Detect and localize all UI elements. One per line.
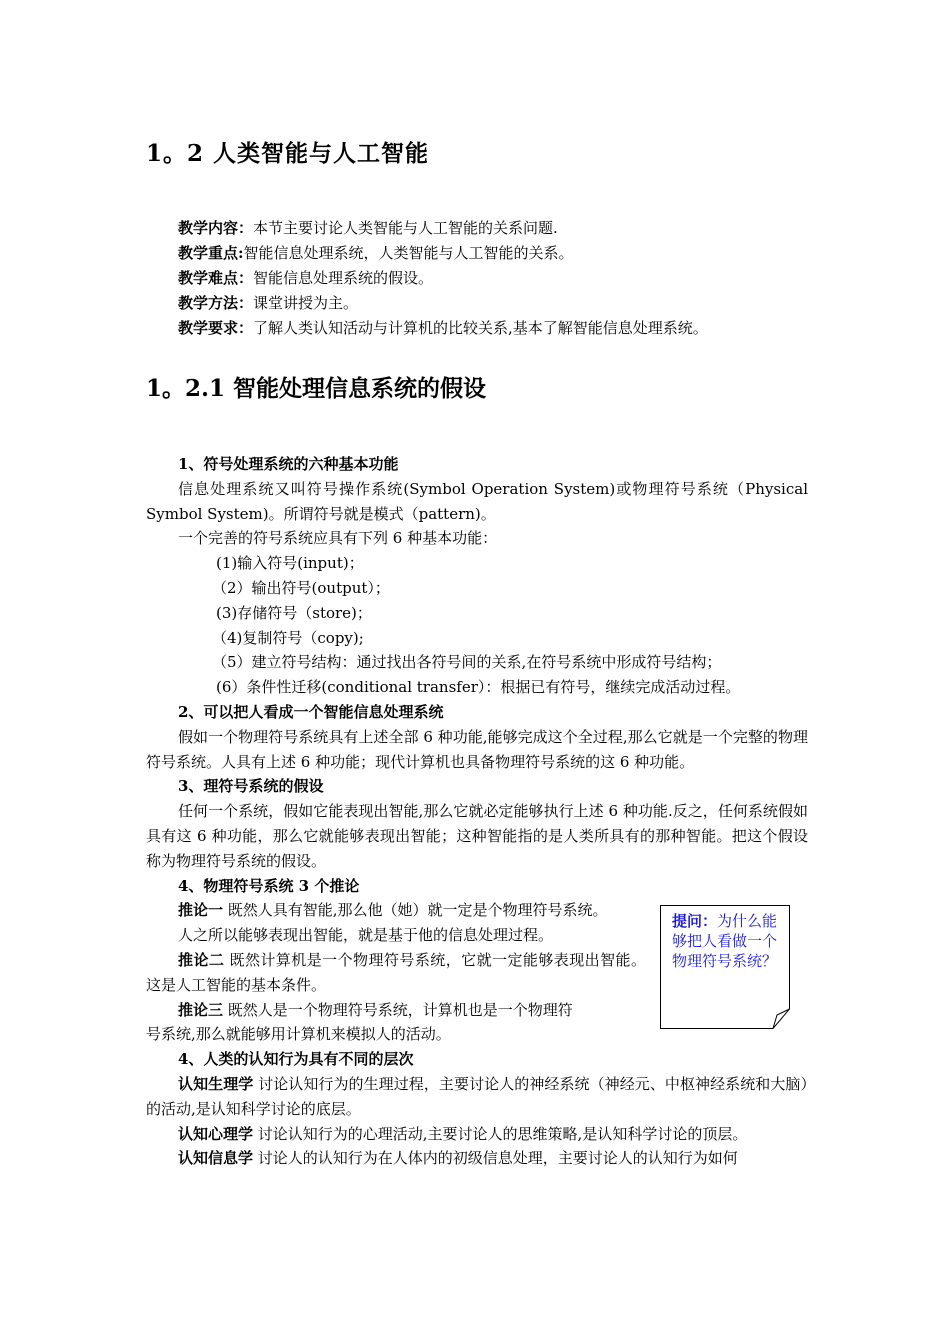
subsection-title: 1。2.1 智能处理信息系统的假设	[146, 375, 487, 402]
s5-heading: 4、人类的认知行为具有不同的层次	[178, 1050, 414, 1069]
corollary-three-cont: 号系统,那么就能够用计算机来模拟人的活动。	[146, 1025, 451, 1044]
s1-para2: 一个完善的符号系统应具有下列 6 种基本功能：	[178, 529, 498, 548]
s1-para1: 信息处理系统又叫符号操作系统(Symbol Operation System)或物理符号系统（Physical Symbol System)。所谓符号就是模式（pattern)。	[146, 479, 808, 523]
corollary-one-extra: 人之所以能够表现出智能，就是基于他的信息处理过程。	[178, 926, 554, 945]
function-item: （2）输出符号(output）；	[212, 578, 390, 597]
function-item: (6）条件性迁移(conditional transfer）：根据已有符号，继续完成活动过程。	[216, 678, 741, 697]
cognitive-physiology: 认知生理学 讨论认知行为的生理过程，主要讨论人的神经系统（神经元、中枢神经系统和大脑）的活动,是认知科学讨论的底层。	[146, 1074, 808, 1118]
question-note	[660, 905, 790, 1029]
note-text: 提问：为什么能够把人看做一个物理符号系统？	[672, 912, 778, 970]
function-item: （4)复制符号（copy);	[212, 628, 364, 647]
s1-heading: 1、符号处理系统的六种基本功能	[178, 455, 399, 473]
s2-para: 假如一个物理符号系统具有上述全部 6 种功能,能够完成这个全过程,那么它就是一个完整的物理符号系统。人具有上述 6 种功能；现代计算机也具备物理符号系统的这 6 种功能。	[146, 727, 808, 771]
meta-focus: 教学重点:智能信息处理系统，人类智能与人工智能的关系。	[178, 244, 574, 262]
meta-content: 教学内容：本节主要讨论人类智能与人工智能的关系问题.	[178, 219, 558, 237]
s3-heading: 3、理符号系统的假设	[178, 777, 324, 796]
meta-method: 教学方法：课堂讲授为主。	[178, 294, 359, 312]
s2-heading: 2、可以把人看成一个智能信息处理系统	[178, 702, 444, 721]
corollary-two: 推论二 既然计算机是一个物理符号系统，它就一定能够表现出智能。这是人工智能的基本条件。	[146, 950, 646, 994]
section-title: 1。2 人类智能与人工智能	[146, 140, 430, 167]
function-item: (1)输入符号(input)；	[216, 554, 364, 573]
function-item: （5）建立符号结构：通过找出各符号间的关系,在符号系统中形成符号结构；	[212, 653, 722, 672]
cognitive-psychology: 认知心理学 讨论认知行为的心理活动,主要讨论人的思维策略,是认知科学讨论的顶层。	[178, 1124, 748, 1143]
cognitive-informatics: 认知信息学 讨论人的认知行为在人体内的初级信息处理，主要讨论人的认知行为如何	[178, 1149, 738, 1168]
function-item: (3)存储符号（store)；	[216, 603, 372, 622]
corollary-three: 推论三 既然人是一个物理符号系统，计算机也是一个物理符	[178, 1000, 573, 1019]
teaching-meta	[178, 216, 708, 341]
s3-para: 任何一个系统，假如它能表现出智能,那么它就必定能够执行上述 6 种功能.反之，任何系统假如具有这 6 种功能，那么它就能够表现出智能；这种智能指的是人类所具有的那种智能。把这个假设称为物理符号系统的假设。	[146, 802, 808, 870]
meta-difficulty: 教学难点：智能信息处理系统的假设。	[178, 269, 434, 287]
corollary-one: 推论一 既然人具有智能,那么他（她）就一定是个物理符号系统。	[178, 901, 608, 920]
s4-heading: 4、物理符号系统 3 个推论	[178, 876, 360, 895]
document-body	[146, 452, 808, 1171]
meta-requirement: 教学要求：了解人类认知活动与计算机的比较关系,基本了解智能信息处理系统。	[178, 319, 708, 337]
